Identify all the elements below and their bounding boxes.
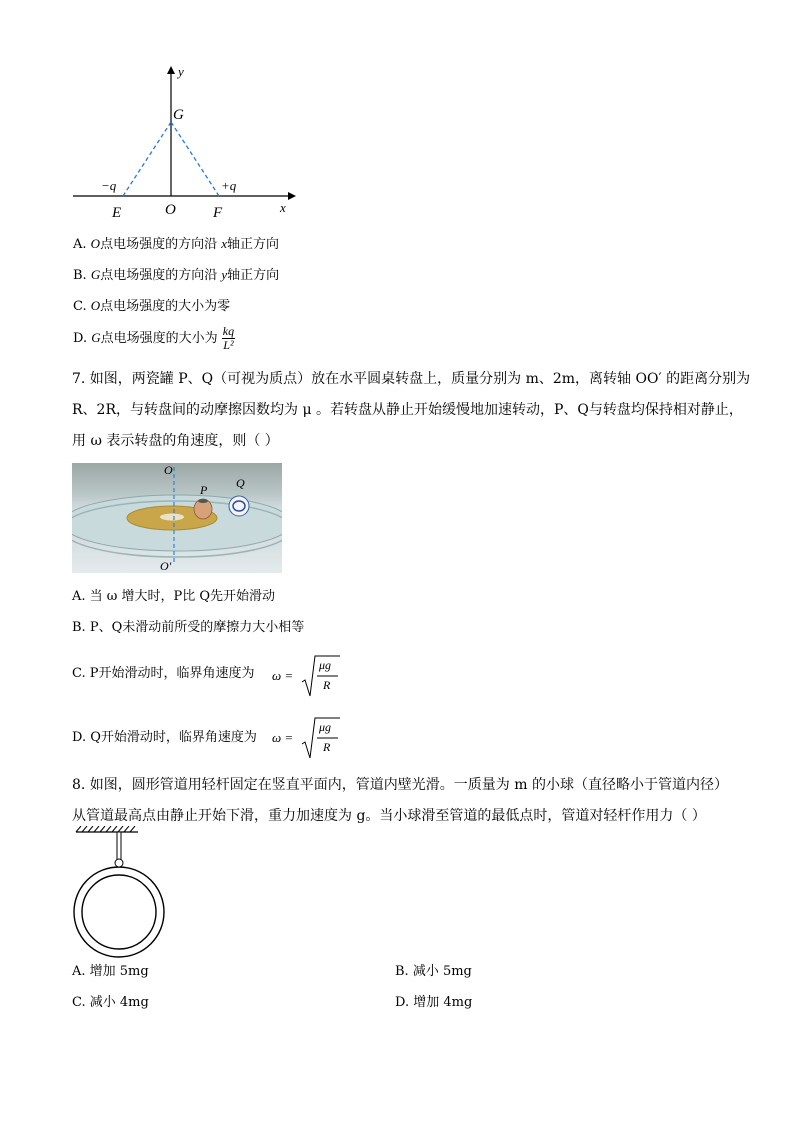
turntable-photo	[72, 463, 282, 573]
q6-option-d[interactable]: D. G点电场强度的大小为 $\frac{kq}{\text{L²}}$	[73, 324, 235, 352]
point-e-label: E	[112, 205, 122, 221]
negative-charge-label: −q	[101, 178, 117, 193]
charge-diagram	[60, 60, 300, 225]
x-axis-label: x	[280, 200, 286, 215]
q8-option-b[interactable]: B. 减小 5mg	[395, 964, 472, 979]
q6-option-b[interactable]: B. G点电场强度的方向沿 y轴正方向	[73, 267, 280, 283]
ring-pipe-diagram	[70, 826, 170, 962]
point-f-label: F	[213, 205, 223, 221]
q8-stem-line2: 从管道最高点由静止开始下滑，重力加速度为 g。当小球滑至管道的最低点时，管道对轻杆作用力（ ）	[72, 808, 706, 824]
photo-label-p: P	[200, 483, 208, 497]
q8-option-c[interactable]: C. 减小 4mg	[72, 995, 149, 1010]
q7-option-d[interactable]: D. Q开始滑动时，临界角速度为	[72, 730, 257, 745]
q7-stem-line1: 7. 如图，两瓷罐 P、Q（可视为质点）放在水平圆桌转盘上，质量分别为 m、2m，离转轴 OO′ 的距离分别为	[72, 371, 751, 387]
q7-option-c-formula: ω = μg R	[272, 654, 342, 698]
q7-stem-line3: 用 ω 表示转盘的角速度，则（ ）	[72, 433, 279, 449]
photo-label-q: Q	[236, 476, 245, 490]
q8-option-d[interactable]: D. 增加 4mg	[395, 995, 473, 1010]
fraction-kq-over-l2: $\frac{kq}{\text{L²}}$	[222, 324, 235, 352]
photo-label-o-prime: O′	[160, 559, 172, 573]
origin-label: O	[165, 202, 176, 218]
y-axis-label: y	[178, 64, 184, 79]
q7-option-a[interactable]: A. 当 ω 增大时，P比 Q先开始滑动	[72, 589, 276, 604]
q7-option-c[interactable]: C. P开始滑动时，临界角速度为	[72, 666, 255, 681]
q8-stem-line1: 8. 如图，圆形管道用轻杆固定在竖直平面内，管道内壁光滑。一质量为 m 的小球（直径略小于管道内径）	[72, 777, 728, 793]
point-g-label: G	[173, 107, 184, 123]
q6-option-a[interactable]: A. O点电场强度的方向沿 x轴正方向	[73, 236, 280, 252]
q7-stem-line2: R、2R，与转盘间的动摩擦因数均为 μ 。若转盘从静止开始缓慢地加速转动，P、Q与转盘均保持相对静止，	[72, 402, 743, 418]
q7-option-d-formula: ω = μg R	[272, 716, 342, 760]
positive-charge-label: +q	[221, 178, 237, 193]
q6-option-c[interactable]: C. O点电场强度的大小为零	[73, 298, 231, 314]
q8-option-a[interactable]: A. 增加 5mg	[72, 964, 149, 979]
photo-label-o-top: O	[164, 463, 173, 477]
q7-option-b[interactable]: B. P、Q未滑动前所受的摩擦力大小相等	[72, 620, 305, 635]
